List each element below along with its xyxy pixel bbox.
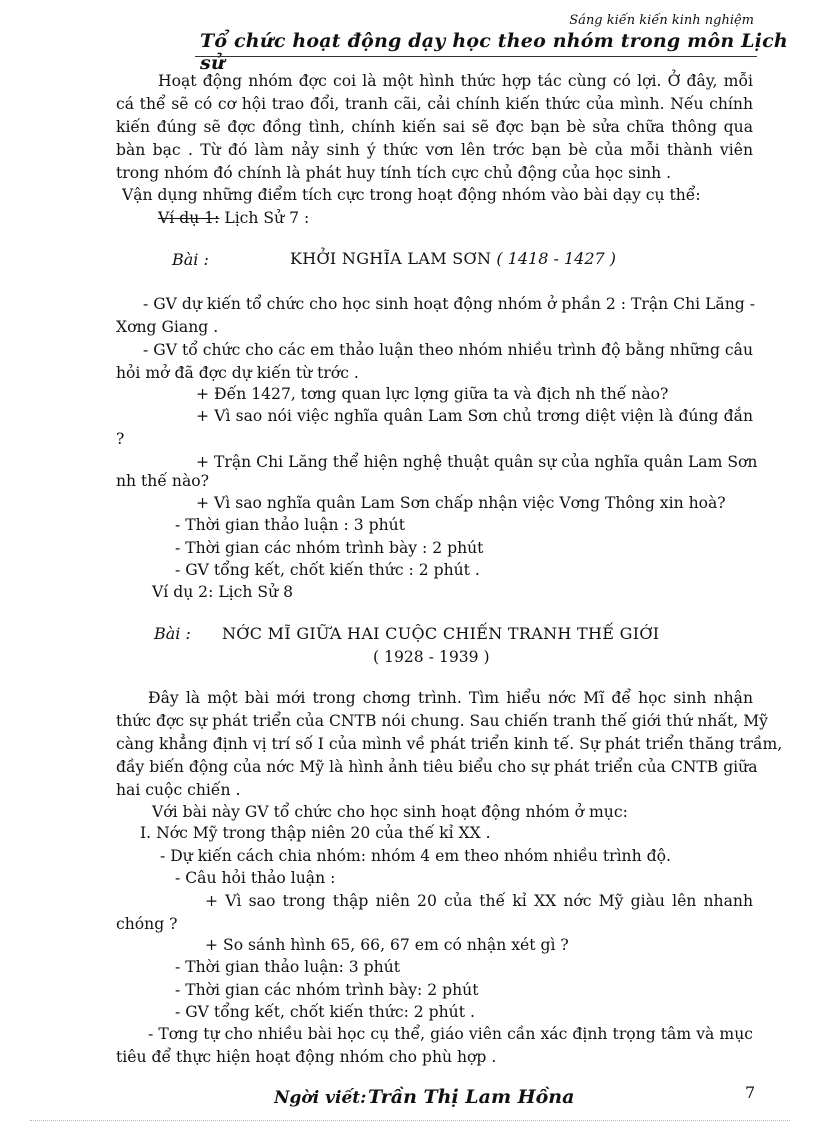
example1-line: - GV tổ chức cho các em thảo luận theo nhóm nhiều trình độ bằng những câu xyxy=(143,341,753,359)
example1-line: ? xyxy=(116,430,125,448)
intro-line: cá thể sẽ có cơ hội trao đổi, tranh cãi, cải chính kiến thức của mình. Nếu chính xyxy=(116,95,753,113)
page-number: 7 xyxy=(745,1083,756,1102)
example1-question: + Vì sao nghĩa quân Lam Sơn chấp nhận việc Vơng Thông xin hoà? xyxy=(196,494,726,512)
example2-line: tiêu để thực hiện hoạt động nhóm cho phù hợp . xyxy=(116,1048,497,1066)
footer-author-label: Ngời viết: xyxy=(274,1088,367,1108)
header-rule xyxy=(195,56,757,57)
example1-time: - GV tổng kết, chốt kiến thức : 2 phút . xyxy=(175,561,480,579)
example2-question: + So sánh hình 65, 66, 67 em có nhận xét gì ? xyxy=(205,936,569,954)
example1-question: + Vì sao nói việc nghĩa quân Lam Sơn chủ trơng diệt viện là đúng đắn xyxy=(196,407,753,425)
example2-line: chóng ? xyxy=(116,915,178,933)
example1-bai-label: Bài : xyxy=(172,250,209,269)
example2-line: - Tơng tự cho nhiều bài học cụ thể, giáo viên cần xác định trọng tâm và mục xyxy=(148,1025,753,1043)
example1-line: nh thế nào? xyxy=(116,472,209,490)
example2-time: - Thời gian thảo luận: 3 phút xyxy=(175,958,401,976)
example1-heading xyxy=(158,207,309,230)
header-subtitle: Sáng kiến kiến kinh nghiệm xyxy=(569,13,754,28)
example1-time: - Thời gian các nhóm trình bày : 2 phút xyxy=(175,539,484,557)
header-title: Tổ chức hoạt động dạy học theo nhóm trong môn Lịch sử xyxy=(200,30,788,74)
example2-lesson-dates: ( 1928 - 1939 ) xyxy=(373,648,490,666)
example2-line: - Dự kiến cách chia nhóm: nhóm 4 em theo nhóm nhiều trình độ. xyxy=(160,847,671,865)
example1-lesson-title: KHỞI NGHĨA LAM SƠN xyxy=(290,249,492,268)
example1-question: + Trận Chi Lăng thể hiện nghệ thuật quân sự của nghĩa quân Lam Sơn xyxy=(196,453,758,471)
example2-line: Đây là một bài mới trong chơng trình. Tìm hiểu nớc Mĩ để học sinh nhận xyxy=(148,689,753,707)
example2-heading: Ví dụ 2: Lịch Sử 8 xyxy=(152,583,293,601)
example1-question: + Đến 1427, tơng quan lực lợng giữa ta và địch nh thế nào? xyxy=(196,385,669,403)
intro-line: kiến đúng sẽ đợc đồng tình, chính kiến sai sẽ đợc bạn bè sửa chữa thông qua xyxy=(116,118,753,136)
example2-time: - Thời gian các nhóm trình bày: 2 phút xyxy=(175,981,479,999)
example2-line: Với bài này GV tổ chức cho học sinh hoạt động nhóm ở mục: xyxy=(152,803,628,821)
example2-line: hai cuộc chiến . xyxy=(116,781,241,799)
example2-question: + Vì sao trong thập niên 20 của thế kỉ XX nớc Mỹ giàu lên nhanh xyxy=(205,892,753,910)
example2-lesson-title: NỚC MĨ GIỮA HAI CUỘC CHIẾN TRANH THẾ GIỚI xyxy=(222,624,660,643)
example2-line: - Câu hỏi thảo luận : xyxy=(175,869,336,887)
footer-author-name: Trần Thị Lam Hồna xyxy=(368,1086,575,1108)
example2-section: I. Nớc Mỹ trong thập niên 20 của thế kỉ XX . xyxy=(140,824,491,842)
example2-line: càng khẳng định vị trí số I của mình về phát triển kinh tế. Sự phát triển thăng trầm, xyxy=(116,735,783,753)
example1-line: - GV dự kiến tổ chức cho học sinh hoạt động nhóm ở phần 2 : Trận Chi Lăng - xyxy=(143,295,755,313)
intro-line: Vận dụng những điểm tích cực trong hoạt động nhóm vào bài dạy cụ thể: xyxy=(122,186,701,204)
example1-subject: Lịch Sử 7 : xyxy=(224,209,310,227)
example1-label: Ví dụ 1: xyxy=(158,209,220,227)
example2-bai-label: Bài : xyxy=(154,624,191,643)
example1-line: Xơng Giang . xyxy=(116,318,219,336)
intro-line: bàn bạc . Từ đó làm nảy sinh ý thức vơn lên trớc bạn bè của mỗi thành viên xyxy=(116,141,753,159)
example1-lesson-dates: ( 1418 - 1427 ) xyxy=(496,249,617,268)
example1-line: hỏi mở đã đợc dự kiến từ trớc . xyxy=(116,364,359,382)
example2-line: thức đợc sự phát triển của CNTB nói chung. Sau chiến tranh thế giới thứ nhất, Mỹ xyxy=(116,712,768,730)
intro-line: Hoạt động nhóm đợc coi là một hình thức hợp tác cùng có lợi. Ở đây, mỗi xyxy=(158,72,753,90)
intro-line: trong nhóm đó chính là phát huy tính tích cực chủ động của học sinh . xyxy=(116,164,672,182)
example2-line: đầy biến động của nớc Mỹ là hình ảnh tiêu biểu cho sự phát triển của CNTB giữa xyxy=(116,758,758,776)
example1-lesson-heading xyxy=(290,249,616,268)
example1-time: - Thời gian thảo luận : 3 phút xyxy=(175,516,405,534)
footer-rule xyxy=(30,1120,790,1121)
example2-time: - GV tổng kết, chốt kiến thức: 2 phút . xyxy=(175,1003,475,1021)
